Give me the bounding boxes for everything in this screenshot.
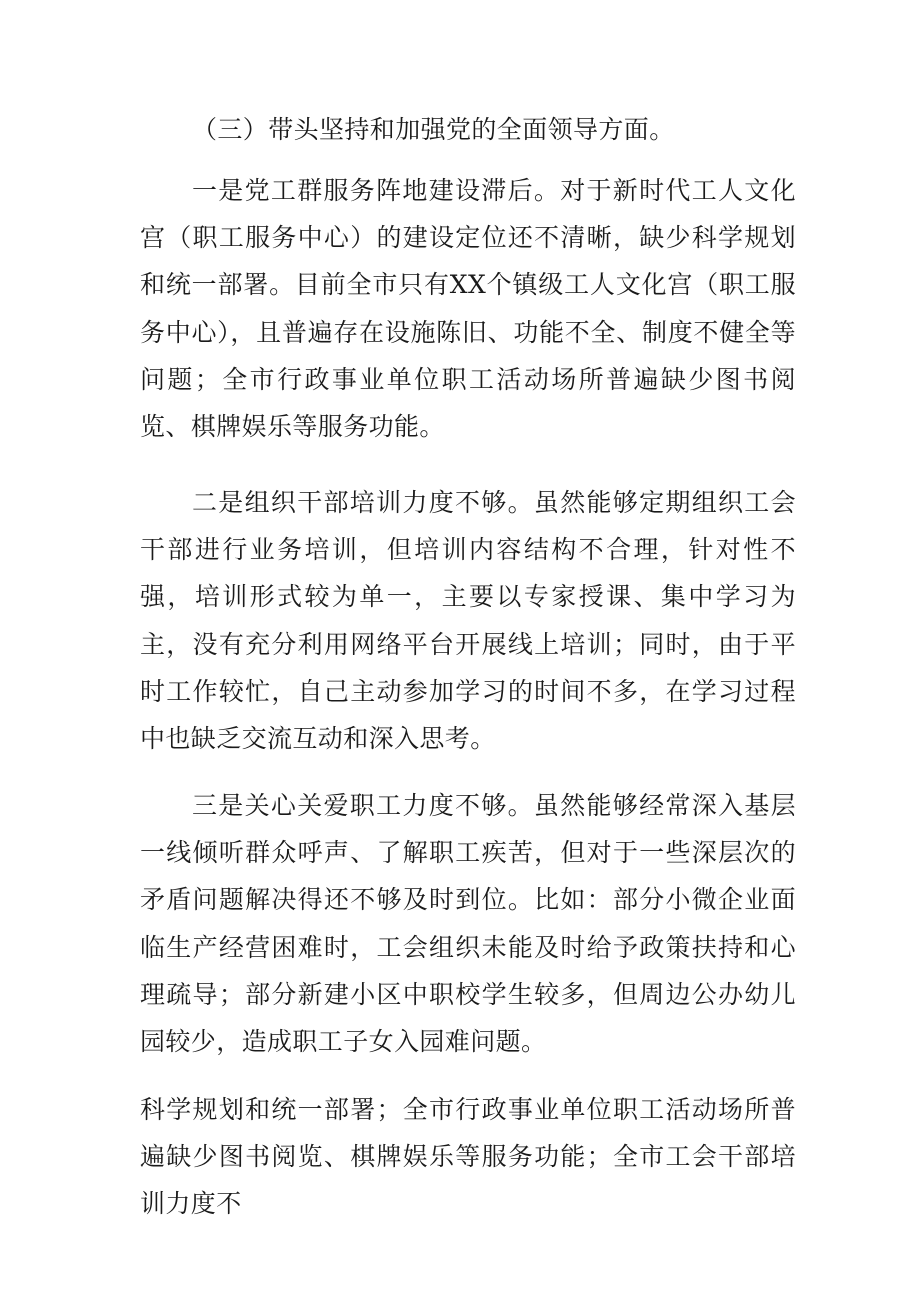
paragraph-2: 二是组织干部培训力度不够。虽然能够定期组织工会干部进行业务培训，但培训内容结构不合理，针对性不强，培训形式较为单一，主要以专家授课、集中学习为主，没有充分利用网络平台开展线上培训；同时，由于平时工作较忙，自己主动参加学习的时间不多，在学习过程中也缺乏交流互动和深入思考。 xyxy=(140,488,796,754)
paragraph-3: 三是关心关爱职工力度不够。虽然能够经常深入基层一线倾听群众呼声、了解职工疾苦，但对于一些深层次的矛盾问题解决得还不够及时到位。比如：部分小微企业面临生产经营困难时，工会组织未能及时给予政策扶持和心理疏导；部分新建小区中职校学生较多，但周边公办幼儿园较少，造成职工子女入园难问题。 xyxy=(140,791,796,1057)
paragraph-4: 科学规划和统一部署；全市行政事业单位职工活动场所普遍缺少图书阅览、棋牌娱乐等服务功能；全市工会干部培训力度不 xyxy=(140,1095,796,1219)
paragraph-1: 一是党工群服务阵地建设滞后。对于新时代工人文化宫（职工服务中心）的建设定位还不清晰，缺少科学规划和统一部署。目前全市只有XX个镇级工人文化宫（职工服务中心），且普遍存在设施陈旧、功能不全、制度不健全等问题；全市行政事业单位职工活动场所普遍缺少图书阅览、棋牌娱乐等服务功能。 xyxy=(140,176,796,442)
section-heading: （三）带头坚持和加强党的全面领导方面。 xyxy=(192,115,675,144)
